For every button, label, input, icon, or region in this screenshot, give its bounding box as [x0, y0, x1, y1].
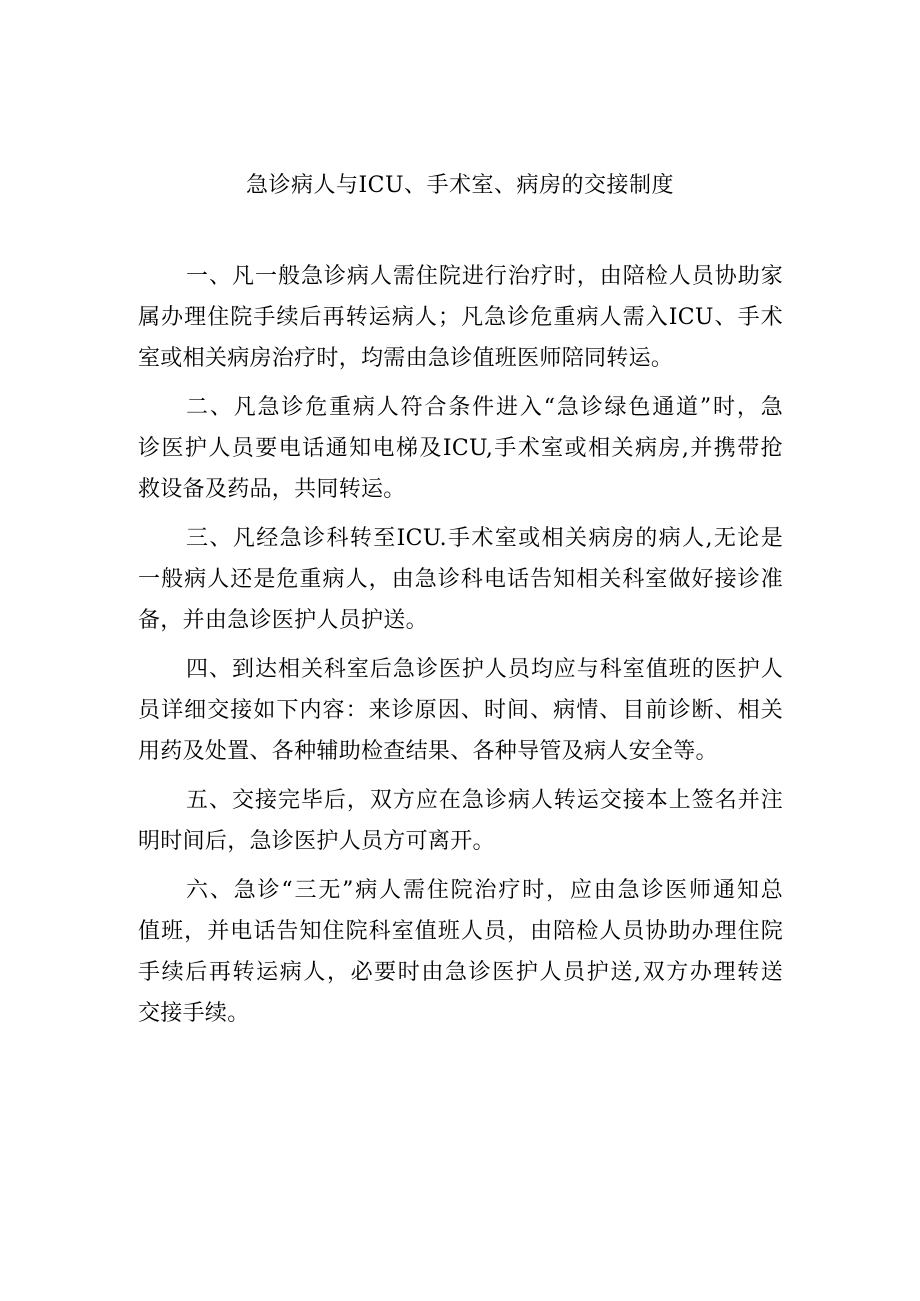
paragraph-2	[138, 387, 783, 510]
paragraph-line: 员详细交接如下内容：来诊原因、时间、病情、目前诊断、相关	[138, 698, 783, 723]
document-body	[138, 256, 783, 1034]
paragraph-4	[138, 649, 783, 772]
paragraph-line: 一、凡一般急诊病人需住院进行治疗时，由陪检人员协助家	[186, 264, 783, 289]
paragraph-line: 手续后再转运病人，必要时由急诊医护人员护送,双方办理转送	[138, 960, 783, 985]
paragraph-line: 三、凡经急诊科转至ICU.手术室或相关病房的病人,无论是	[186, 526, 783, 551]
paragraph-line: 交接手续。	[138, 1001, 250, 1026]
paragraph-line: 室或相关病房治疗时，均需由急诊值班医师陪同转运。	[138, 346, 674, 371]
paragraph-line: 值班，并电话告知住院科室值班人员，由陪检人员协助办理住院	[138, 919, 783, 944]
paragraph-1	[138, 256, 783, 379]
paragraph-3	[138, 518, 783, 641]
paragraph-line: 救设备及药品，共同转运。	[138, 477, 406, 502]
paragraph-line: 属办理住院手续后再转运病人；凡急诊危重病人需入ICU、手术	[138, 305, 783, 330]
paragraph-line: 五、交接完毕后，双方应在急诊病人转运交接本上签名并注	[186, 788, 783, 813]
paragraph-line: 二、凡急诊危重病人符合条件进入“急诊绿色通道”时，急	[186, 395, 783, 420]
paragraph-line: 一般病人还是危重病人，由急诊科电话告知相关科室做好接诊准	[138, 567, 783, 592]
paragraph-line: 诊医护人员要电话通知电梯及ICU,手术室或相关病房,并携带抢	[138, 436, 783, 461]
document-title: 急诊病人与ICU、手术室、病房的交接制度	[245, 173, 675, 198]
paragraph-5	[138, 780, 783, 862]
paragraph-6	[138, 870, 783, 1034]
paragraph-line: 用药及处置、各种辅助检查结果、各种导管及病人安全等。	[138, 739, 718, 764]
paragraph-line: 四、到达相关科室后急诊医护人员均应与科室值班的医护人	[186, 657, 783, 682]
paragraph-line: 备，并由急诊医护人员护送。	[138, 608, 428, 633]
paragraph-line: 六、急诊“三无”病人需住院治疗时，应由急诊医师通知总	[186, 878, 783, 903]
paragraph-line: 明时间后，急诊医护人员方可离开。	[138, 829, 495, 854]
